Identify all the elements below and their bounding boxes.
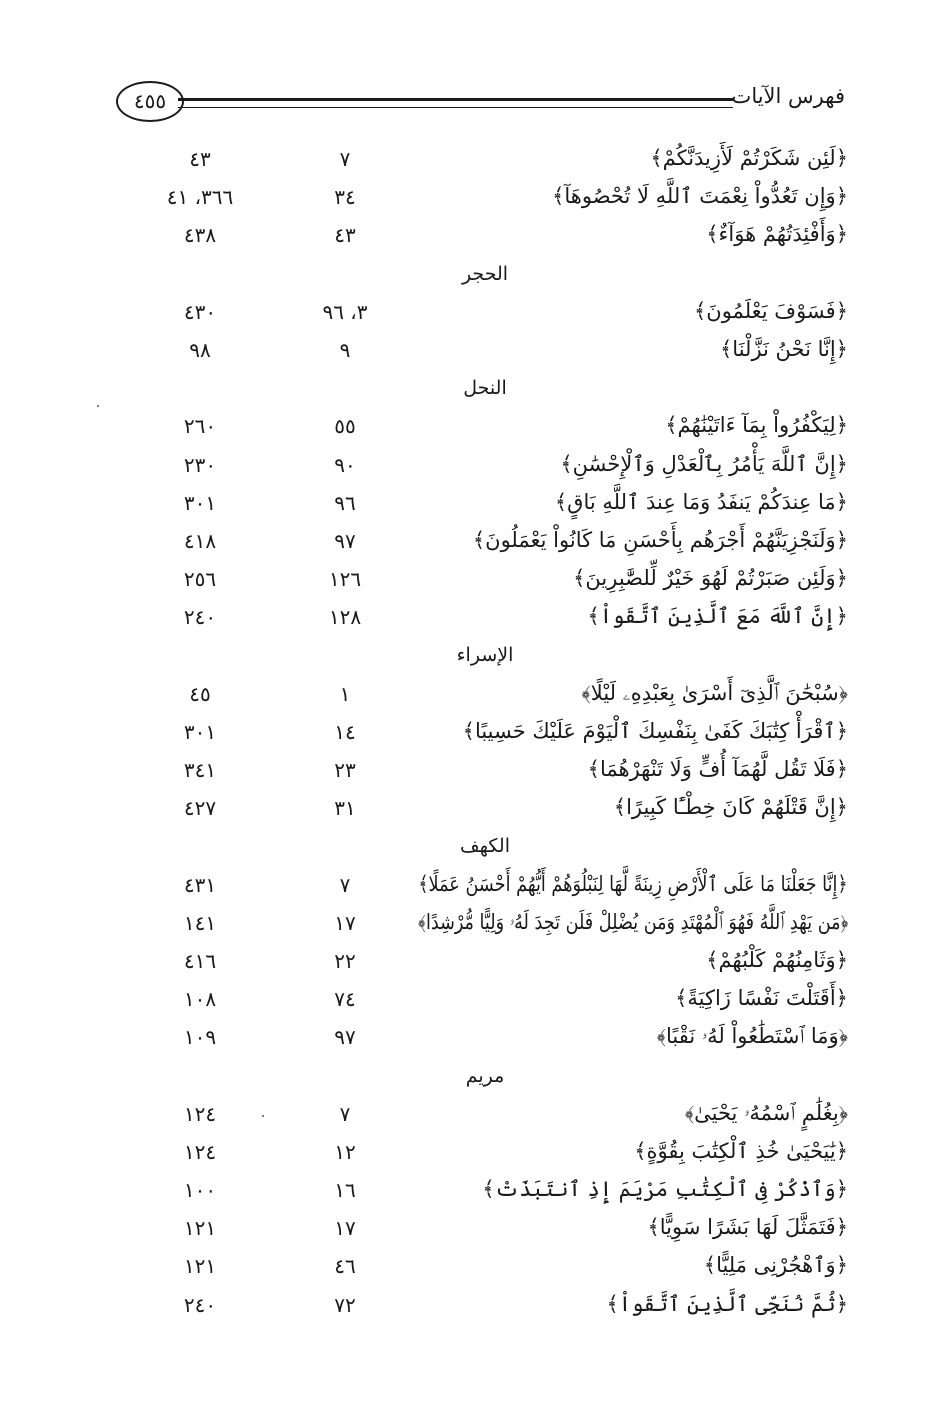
verse-text: ﴿بِغُلَٰمٍ ٱسْمُهُۥ يَحْيَىٰ﴾ [684,1100,848,1125]
ayah-number: ٩٦ [334,490,356,515]
surah-heading-row [0,1060,945,1098]
ayah-number: ٣٤ [334,185,356,210]
verse-text: ﴿فَتَمَثَّلَ لَهَا بَشَرًا سَوِيًّا﴾ [647,1215,848,1240]
page-reference: ٩٨ [189,337,211,362]
verse-text: ﴿وَلَنَجْزِيَنَّهُمْ أَجْرَهُم بِأَحْسَنِ مَا كَانُواْ يَعْمَلُونَ﴾ [472,527,848,552]
verse-text: ﴿ٱقْرَأْ كِتَٰبَكَ كَفَىٰ بِنَفْسِكَ ٱلْيَوْمَ عَلَيْكَ حَسِيبًا﴾ [462,718,848,743]
verse-entry-row [0,525,945,563]
verse-entry-row [0,487,945,525]
surah-heading-row [0,639,945,677]
verse-text: ﴿ثُمَّ نُنَجِّى ٱلَّذِينَ ٱتَّقَواْ﴾ [606,1291,848,1316]
ayah-number: ٩ [339,337,351,362]
page-reference: ٢٣٠ [183,452,217,477]
verse-text: ﴿وَإِن تَعُدُّواْ نِعْمَتَ ٱللَّهِ لَا تُحْصُوهَآ﴾ [552,184,848,209]
verse-entry-row [0,219,945,257]
verse-entry-row [0,449,945,487]
page-reference: ١٢٤ [183,1101,217,1126]
ayah-number: ١٦ [334,1178,356,1203]
verse-entry-row [0,1250,945,1288]
page-reference: ٢٤٠ [183,605,217,630]
verse-text: ﴿فَسَوْفَ يَعْلَمُونَ﴾ [693,298,848,323]
page-title: فهرس الآيات [731,84,845,108]
verse-text: ﴿إِنَّ ٱللَّهَ يَأْمُرُ بِٱلْعَدْلِ وَٱلْإِحْسَٰنِ﴾ [560,451,848,476]
surah-title: مريم [465,1064,505,1087]
ayah-number: ٢٢ [334,948,356,973]
page-reference: ١٤١ [183,910,217,935]
ayah-number: ١٧ [334,1216,356,1241]
page-reference: ١٢١ [183,1254,217,1279]
ayah-number: ١٤ [334,719,356,744]
ayah-number: ٥٥ [334,414,356,439]
surah-title: الكهف [460,835,510,858]
margin-speck [262,1115,264,1117]
page-reference: ٣٦٦، ٤١ [166,185,234,210]
page-reference: ١٠٠ [183,1178,217,1203]
verse-entry-row [0,678,945,716]
verse-entry-row [0,754,945,792]
ayah-number: ١٢ [334,1139,356,1164]
verse-entry-row [0,1136,945,1174]
verse-entry-row [0,983,945,1021]
verse-entry-row [0,1021,945,1059]
ayah-number: ٧ [339,1101,351,1126]
page-reference: ٣٠١ [183,719,217,744]
page-reference: ٢٥٦ [183,567,217,592]
verse-text: ﴿وَٱهْجُرْنِى مَلِيًّا﴾ [703,1253,848,1278]
verse-text: ﴿سُبْحَٰنَ ٱلَّذِىٓ أَسْرَىٰ بِعَبْدِهِۦ لَيْلًا﴾ [581,680,848,705]
verse-text: ﴿وَأَفْئِدَتُهُمْ هَوَآءٌ﴾ [706,222,848,247]
page-reference: ٣٠١ [183,490,217,515]
ayah-number: ٧٤ [334,987,356,1012]
page-reference: ٤٣ [189,147,211,171]
verse-entry-row [0,1098,945,1136]
page-number: ٤٥٥ [116,81,184,122]
verse-text: ﴿وَمَا ٱسْتَطَٰعُواْ لَهُۥ نَقْبًا﴾ [656,1024,848,1049]
page-header [110,78,845,128]
page-reference: ٢٤٠ [183,1292,217,1317]
surah-title: الإسراء [456,644,514,667]
verse-text: ﴿وَلَئِن صَبَرْتُمْ لَهُوَ خَيْرٌ لِّلصَّٰبِرِينَ﴾ [573,566,848,591]
verse-text: ﴿إِنَّ ٱللَّهَ مَعَ ٱلَّذِينَ ٱتَّقَواْ﴾ [587,604,848,629]
page-reference: ٤٣١ [183,872,217,897]
ayah-number: ٧ [339,872,351,897]
verse-text: ﴿لَئِن شَكَرْتُمْ لَأَزِيدَنَّكُمْ﴾ [650,146,848,170]
verse-entry-row [0,563,945,601]
verse-text: ﴿مَن يَهْدِ ٱللَّهُ فَهُوَ ٱلْمُهْتَدِ وَمَن يُضْلِلْ فَلَن تَجِدَ لَهُۥ وَلِيًّا مُّرْشِدًا﴾ [417,909,848,934]
surah-heading-row [0,372,945,410]
verse-entry-row [0,334,945,372]
ayah-number: ١٢٦ [328,567,362,592]
page-reference: ٤٣٨ [183,223,217,248]
page-reference: ٢٦٠ [183,414,217,439]
page-reference: ٤٣٠ [183,299,217,324]
ayah-number: ٤٦ [334,1254,356,1279]
ayah-number: ١ [339,681,351,706]
verse-text: ﴿وَٱذْكُرْ فِى ٱلْكِتَٰبِ مَرْيَمَ إِذِ ٱنتَبَذَتْ﴾ [482,1177,848,1202]
page-reference: ٤١٨ [183,528,217,553]
verse-text: ﴿إِنَّا جَعَلْنَا مَا عَلَى ٱلْأَرْضِ زِينَةً لَّهَا لِنَبْلُوَهُمْ أَيُّهُمْ أَحْسَنُ عَمَلًا﴾ [418,871,848,896]
verse-entry-row [0,410,945,448]
verse-text: ﴿لِيَكْفُرُواْ بِمَآ ءَاتَيْنَٰهُمْ﴾ [665,413,848,438]
ayah-number: ٩٧ [334,1025,356,1050]
page-reference: ١٢١ [183,1216,217,1241]
ayah-number: ٧ [339,147,351,171]
verse-text: ﴿فَلَا تَقُل لَّهُمَآ أُفٍّ وَلَا تَنْهَرْهُمَا﴾ [587,757,848,781]
page-reference: ١٠٨ [183,987,217,1012]
ayah-number: ٩٠ [334,452,356,477]
verse-entry-row [0,601,945,639]
ayah-number: ٧٢ [334,1292,356,1317]
verse-index [0,143,945,1327]
verse-entry-row [0,792,945,830]
ayah-number: ١٧ [334,910,356,935]
verse-entry-row [0,181,945,219]
verse-text: ﴿وَثَامِنُهُمْ كَلْبُهُمْ﴾ [706,947,848,972]
verse-entry-row [0,296,945,334]
page-reference: ١٢٤ [183,1139,217,1164]
page-reference: ٤٥ [189,681,211,706]
ayah-number: ٩٧ [334,528,356,553]
verse-entry-row [0,945,945,983]
verse-entry-row [0,869,945,907]
page-reference: ٤٢٧ [183,796,217,821]
margin-speck [97,405,99,407]
ayah-number: ٣١ [334,796,356,821]
verse-text: ﴿مَا عِندَكُمْ يَنفَدُ وَمَا عِندَ ٱللَّهِ بَاقٍ﴾ [554,489,848,514]
verse-text: ﴿إِنَّا نَحْنُ نَزَّلْنَا﴾ [720,336,848,361]
verse-text: ﴿يَٰيَحْيَىٰ خُذِ ٱلْكِتَٰبَ بِقُوَّةٍ﴾ [634,1138,848,1163]
ayah-number: ٤٣ [334,223,356,248]
verse-entry-row [0,907,945,945]
verse-entry-row [0,143,945,181]
verse-entry-row [0,1174,945,1212]
verse-entry-row [0,716,945,754]
verse-text: ﴿أَقَتَلْتَ نَفْسًا زَاكِيَةً﴾ [675,986,848,1011]
surah-title: الحجر [461,262,509,285]
surah-heading-row [0,830,945,868]
verse-entry-row [0,1289,945,1327]
page-reference: ٤١٦ [183,948,217,973]
ayah-number: ١٢٨ [328,605,362,630]
page-reference: ١٠٩ [183,1025,217,1050]
verse-text: ﴿إِنَّ قَتْلَهُمْ كَانَ خِطْـًٔا كَبِيرًا﴾ [613,795,848,820]
ayah-number: ٢٣ [334,758,356,782]
header-rule [178,98,733,108]
ayah-number: ٣، ٩٦ [322,299,368,324]
surah-title: النحل [463,377,507,400]
surah-heading-row [0,258,945,296]
page-reference: ٣٤١ [183,758,217,782]
verse-entry-row [0,1212,945,1250]
